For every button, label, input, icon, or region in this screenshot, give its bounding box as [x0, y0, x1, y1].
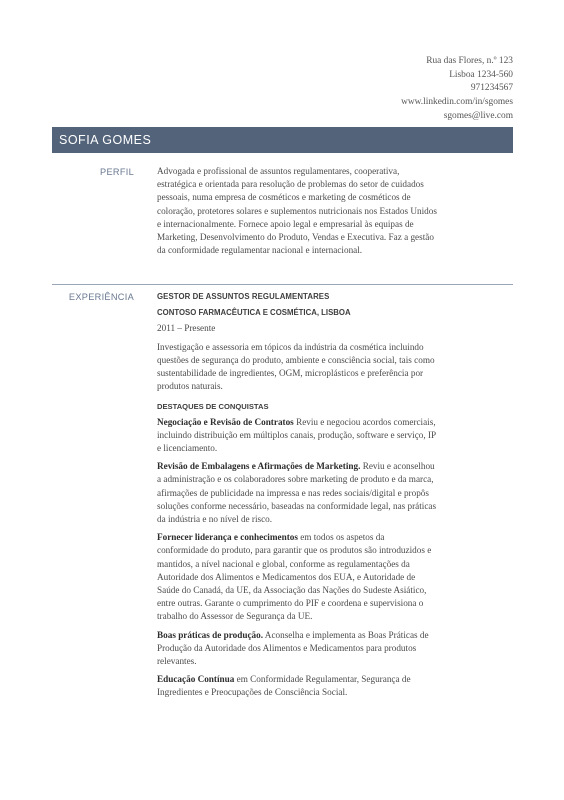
- job-title: GESTOR DE ASSUNTOS REGULAMENTARES: [157, 292, 330, 301]
- experience-section: [157, 290, 437, 705]
- achievement-title: Educação Contínua: [157, 674, 235, 685]
- job-dates: 2011 – Presente: [157, 323, 216, 334]
- contact-city: Lisboa 1234-560: [449, 69, 513, 80]
- person-name: SOFIA GOMES: [59, 133, 152, 147]
- contact-phone: 971234567: [470, 83, 513, 94]
- achievement-text: Reviu e aconselhou a administração e os colaboradores sobre marketing de produto e da marca, afirmações de publicidade na impressa e nas redes sociais/digital e propôs soluções conforme necessário, baseadas na conformidade legal, nas práticas da indústria e no nível de risco.: [157, 461, 437, 525]
- achievement-item: [157, 629, 437, 669]
- contact-address: Rua das Flores, n.º 123: [426, 56, 513, 66]
- achievement-item: [157, 673, 437, 699]
- company-name: CONTOSO FARMACÊUTICA E COSMÉTICA, LISBOA: [157, 308, 351, 318]
- achievement-title: Fornecer liderança e conhecimentos: [157, 532, 298, 543]
- contact-block: [401, 55, 513, 124]
- profile-text: Advogada e profissional de assuntos regulamentares, cooperativa, estratégica e orientada para resolução de problemas do setor de cuidados pessoais, numa empresa de cosméticos e marketing de cosméticos de coloração, protetores solares e suplementos nutricionais nos Estados Unidos e internacionalmente. Fornece apoio legal e empresarial às equipas de Marketing, Desenvolvimento do Produto, Vendas e Executiva. Faz a gestão da conformidade regulamentar nacional e internacional.: [157, 166, 437, 256]
- contact-linkedin[interactable]: www.linkedin.com/in/sgomes: [401, 97, 513, 108]
- achievement-text: em Conformidade Regulamentar, Segurança de Ingredientes e Preocupações de Consciência Social.: [157, 674, 411, 698]
- achievement-text: Aconselha e implementa as Boas Práticas de Produção da Autoridade dos Alimentos e Medicamentos para produtos relevantes.: [157, 629, 429, 667]
- achievement-title: Negociação e Revisão de Contratos: [157, 416, 294, 427]
- section-divider: [52, 284, 513, 285]
- highlights-heading: DESTAQUES DE CONQUISTAS: [157, 402, 269, 412]
- achievement-text: em todos os aspetos da conformidade do produto, para garantir que os produtos são introduzidos e mantidos, a nível nacional e global, conforme as regulamentações da Autoridade dos Alimentos e Medicamentos dos EUA, e Autoridade de Saúde do Canadá, da UE, da Associação das Nações do Sudeste Asiático, entre outras. Garante o cumprimento do PIF e coordena e supervisiona o trabalho do Assessor de Segurança da UE.: [157, 532, 432, 622]
- job-description: Investigação e assessoria em tópicos da indústria da cosmética incluindo questões de segurança do produto, ambiente e consciência social, tais como sustentabilidade de ingredientes, OGM, microplásticos e preferência por produtos naturais.: [157, 341, 435, 392]
- achievement-title: Revisão de Embalagens e Afirmações de Marketing.: [157, 461, 361, 472]
- achievement-item: [157, 460, 437, 526]
- achievement-item: [157, 416, 437, 456]
- profile-label: PERFIL: [100, 167, 134, 177]
- achievement-item: [157, 531, 437, 623]
- contact-email[interactable]: sgomes@live.com: [443, 110, 513, 121]
- experience-label: EXPERIÊNCIA: [68, 292, 134, 302]
- name-banner: [52, 127, 513, 153]
- achievement-title: Boas práticas de produção.: [157, 629, 264, 640]
- achievement-text: Reviu e negociou acordos comerciais, incluindo distribuição em múltiplos canais, produção, software e serviço, IP e licenciamento.: [157, 416, 436, 454]
